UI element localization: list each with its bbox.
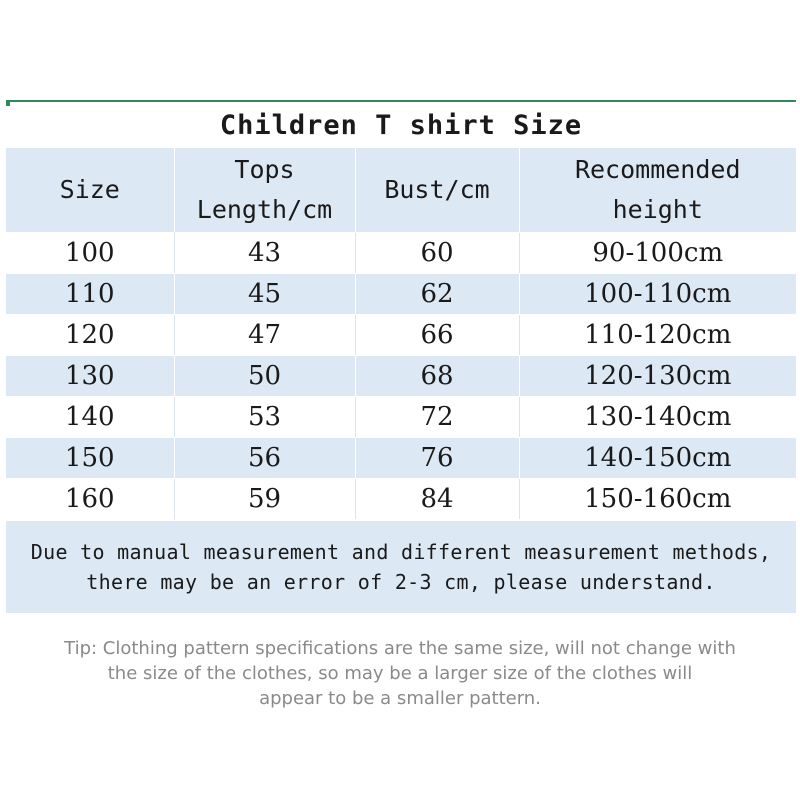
header-height-line1: Recommended bbox=[574, 155, 741, 184]
cell-size: 160 bbox=[6, 479, 174, 520]
tip-line-3: appear to be a smaller pattern. bbox=[259, 688, 541, 709]
table-row bbox=[6, 233, 796, 274]
cell-bust: 60 bbox=[355, 233, 519, 274]
header-tops-length bbox=[174, 148, 355, 233]
cell-tops-length: 43 bbox=[174, 233, 355, 274]
cell-bust: 68 bbox=[355, 356, 519, 397]
cell-size: 100 bbox=[6, 233, 174, 274]
table-row bbox=[6, 397, 796, 438]
header-row bbox=[6, 148, 796, 233]
table-row bbox=[6, 274, 796, 315]
tip-text bbox=[30, 636, 770, 711]
header-size-text: Size bbox=[59, 175, 120, 204]
tip-line-2: the size of the clothes, so may be a larger size of the clothes will bbox=[107, 663, 693, 684]
cell-size: 140 bbox=[6, 397, 174, 438]
header-tops-line2: Length/cm bbox=[196, 195, 333, 224]
table-row bbox=[6, 479, 796, 520]
cell-bust: 72 bbox=[355, 397, 519, 438]
cell-tops-length: 56 bbox=[174, 438, 355, 479]
cell-tops-length: 47 bbox=[174, 315, 355, 356]
note-line-2: there may be an error of 2-3 cm, please understand. bbox=[86, 570, 716, 594]
cell-tops-length: 50 bbox=[174, 356, 355, 397]
header-height-line2: height bbox=[612, 195, 703, 224]
cell-recommended-height: 150-160cm bbox=[519, 479, 796, 520]
cell-size: 150 bbox=[6, 438, 174, 479]
table-row bbox=[6, 356, 796, 397]
measurement-note bbox=[6, 521, 796, 613]
cell-bust: 66 bbox=[355, 315, 519, 356]
cell-size: 110 bbox=[6, 274, 174, 315]
header-recommended-height bbox=[519, 148, 796, 233]
header-bust bbox=[355, 148, 519, 233]
cell-recommended-height: 120-130cm bbox=[519, 356, 796, 397]
cell-recommended-height: 140-150cm bbox=[519, 438, 796, 479]
cell-size: 130 bbox=[6, 356, 174, 397]
cell-recommended-height: 110-120cm bbox=[519, 315, 796, 356]
header-size bbox=[6, 148, 174, 233]
header-tops-line1: Tops bbox=[234, 155, 295, 184]
header-bust-text: Bust/cm bbox=[384, 175, 490, 204]
size-chart-table bbox=[6, 100, 796, 613]
cell-tops-length: 53 bbox=[174, 397, 355, 438]
cell-bust: 62 bbox=[355, 274, 519, 315]
corner-marker bbox=[6, 100, 10, 106]
cell-size: 120 bbox=[6, 315, 174, 356]
note-line-1: Due to manual measurement and different measurement methods, bbox=[30, 540, 772, 564]
cell-recommended-height: 130-140cm bbox=[519, 397, 796, 438]
cell-tops-length: 59 bbox=[174, 479, 355, 520]
table-row bbox=[6, 438, 796, 479]
cell-bust: 76 bbox=[355, 438, 519, 479]
cell-recommended-height: 100-110cm bbox=[519, 274, 796, 315]
table-row bbox=[6, 315, 796, 356]
size-table bbox=[6, 148, 796, 520]
chart-title: Children T shirt Size bbox=[6, 100, 796, 148]
tip-line-1: Tip: Clothing pattern specifications are the same size, will not change with bbox=[64, 638, 736, 659]
cell-bust: 84 bbox=[355, 479, 519, 520]
cell-tops-length: 45 bbox=[174, 274, 355, 315]
cell-recommended-height: 90-100cm bbox=[519, 233, 796, 274]
